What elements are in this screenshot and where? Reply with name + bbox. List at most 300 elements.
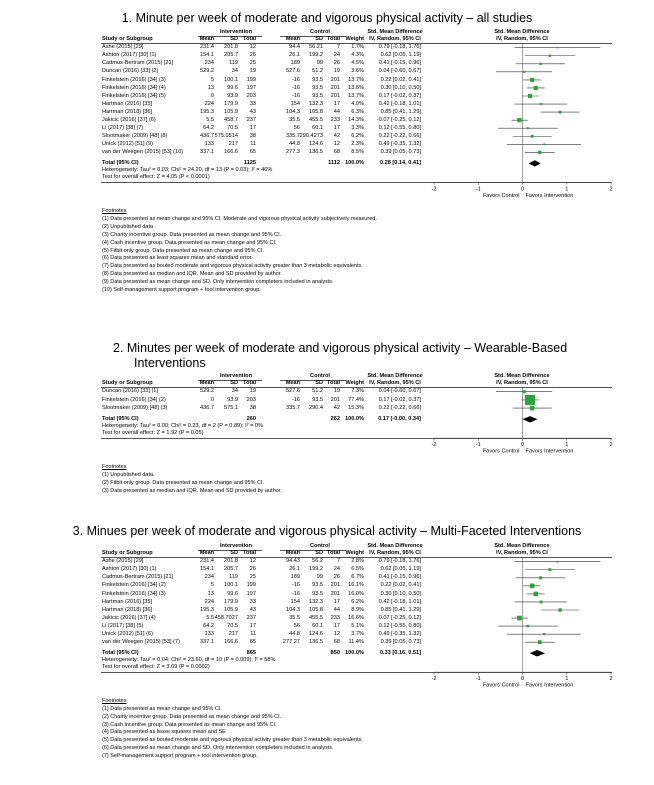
study-weight: 4.5% <box>351 60 364 67</box>
control-total: 68 <box>333 148 340 155</box>
control-total: 201 <box>330 84 340 91</box>
control-mean: 104.3 <box>286 108 300 115</box>
study-ci: 0.22 [0.02, 0.41] <box>380 76 421 83</box>
study-weight: 4.0% <box>351 100 364 107</box>
control-total: 201 <box>330 590 340 597</box>
control-sd: 136.5 <box>309 148 323 155</box>
intervention-sd: 100.1 <box>224 582 238 589</box>
forest-plot <box>424 557 621 696</box>
control-total: 44 <box>333 606 340 613</box>
study-name: Hartman (2016) [35] <box>102 598 153 605</box>
study-ci: 0.30 [0.10, 0.50] <box>380 590 421 597</box>
control-grand-total: 262 <box>330 415 340 422</box>
intervention-mean: 5.5 <box>206 116 214 123</box>
heterogeneity-stats: Heterogeneity: Tau² = 0.00; Chi² = 0.23, df = 2 (P = 0.89); I² = 0% <box>102 423 264 430</box>
plot-header: Std. Mean Difference <box>494 29 550 35</box>
intervention-total: 11 <box>250 140 256 147</box>
effect-square <box>530 583 535 588</box>
footnote: (1) Data presented as mean change and 95% CI. Moderate and vigorous physical activity subjectively measured. <box>102 215 377 222</box>
control-sd: 136.5 <box>309 638 323 645</box>
study-ci: 0.42 [-0.18, 1.01] <box>378 598 421 605</box>
control-total: 17 <box>333 124 340 131</box>
study-column-header: Study or Subgroup <box>102 549 153 556</box>
control-sd: 199.2 <box>309 52 323 59</box>
study-name: Finkelstein (2016) [34] (2) <box>102 582 166 589</box>
control-sd: 290.4 <box>309 404 323 411</box>
study-ci: 0.85 [0.41, 1.29] <box>380 108 421 115</box>
control-total: 17 <box>333 598 340 605</box>
study-name: Cadmus-Bertram (2015) [21] <box>102 60 174 67</box>
intervention-sd: 458.7027 <box>214 614 238 621</box>
effect-square <box>559 110 562 113</box>
study-ci: 0.22 [-0.22, 0.66] <box>378 404 421 411</box>
overall-effect-test: Test for overall effect: Z = 3.69 (P = 0.0002) <box>102 663 210 670</box>
control-sd: 124.6 <box>309 630 323 637</box>
study-ci: 0.41 [-0.15, 0.96] <box>378 574 421 581</box>
x-tick-label: 1 <box>565 441 569 448</box>
footnote: (3) Data presented as median and IQR, Mean and SD provided by author. <box>102 487 282 494</box>
control-mean: -16 <box>291 590 300 597</box>
control-mean: -16 <box>291 396 300 403</box>
sd-column-header: SD <box>230 549 238 556</box>
effect-square <box>527 127 529 129</box>
control-mean: 56 <box>293 124 300 131</box>
intervention-total: 197 <box>246 590 256 597</box>
study-weight: 13.7% <box>348 76 364 83</box>
study-ci: 0.17 [-0.02, 0.37] <box>378 396 421 403</box>
study-ci: 0.49 [-0.35, 1.32] <box>378 630 421 637</box>
intervention-sd: 99.6 <box>227 84 238 91</box>
intervention-mean: 234 <box>204 574 214 581</box>
intervention-sd: 201.8 <box>224 44 238 51</box>
effect-square <box>523 390 526 393</box>
control-mean: 189 <box>290 574 300 581</box>
x-tick-label: -1 <box>475 675 481 682</box>
control-mean: 527.6 <box>286 388 300 395</box>
effect-square <box>527 625 530 628</box>
study-name: Ashton (2017) [30] (1) <box>102 52 157 59</box>
intervention-mean: 5 <box>210 582 214 589</box>
study-weight: 77.4% <box>348 396 364 403</box>
footnote: (7) Data presented as bouted moderate and vigorous physical activity greater than 3 metabolic equivalents. <box>102 263 363 270</box>
intervention-mean: 154.1 <box>200 566 214 573</box>
intervention-total: 237 <box>246 116 256 123</box>
effect-square <box>548 568 551 571</box>
smd-header: Std. Mean Difference <box>367 29 423 35</box>
control-total: 19 <box>333 388 340 395</box>
intervention-total: 17 <box>249 622 256 629</box>
effect-square <box>525 395 535 405</box>
intervention-mean: 0 <box>210 92 214 99</box>
panel-title: 1. Minute per week of moderate and vigorous physical activity – all studies <box>121 11 533 25</box>
control-total: 7 <box>336 558 340 565</box>
effect-square <box>540 600 543 603</box>
intervention-total: 203 <box>246 396 256 403</box>
study-weight: 2.8% <box>351 558 364 565</box>
control-mean-column-header: Mean <box>285 549 300 556</box>
intervention-total: 25 <box>249 60 256 67</box>
intervention-sd: 119 <box>229 574 238 581</box>
control-mean: 277.3 <box>286 148 300 155</box>
study-ci: 0.62 [0.05, 1.19] <box>380 566 421 573</box>
control-total: 42 <box>333 132 340 139</box>
effect-square <box>556 561 558 563</box>
control-mean: -16 <box>291 84 300 91</box>
control-sd: 93.5 <box>312 84 323 91</box>
study-weight: 16.0% <box>348 590 364 597</box>
total-weight: 100.0% <box>345 160 364 166</box>
footnote: (6) Data presented as mean change and SD. Only intervention completers included in analysis. <box>102 745 334 752</box>
study-weight: 6.3% <box>351 108 364 115</box>
control-total: 26 <box>333 60 340 67</box>
study-name: Slootmaker (2009) [48] (8) <box>102 132 168 139</box>
control-total: 68 <box>333 638 340 645</box>
effect-square <box>538 640 542 644</box>
intervention-total: 17 <box>249 124 256 131</box>
intervention-total: 19 <box>249 388 256 395</box>
control-total: 12 <box>333 630 340 637</box>
intervention-sd: 105.9 <box>224 606 238 613</box>
control-mean-column-header: Mean <box>285 379 300 386</box>
footnotes-title <box>102 208 126 216</box>
intervention-sd: 179.9 <box>224 598 238 605</box>
x-tick-label: -1 <box>475 441 481 448</box>
total-label: Total (95% CI) <box>102 160 139 166</box>
intervention-mean: 195.3 <box>200 108 214 115</box>
control-mean: 44.8 <box>289 140 300 147</box>
total-label: Total (95% CI) <box>102 649 139 656</box>
x-tick-label: 1 <box>565 186 569 193</box>
control-total-column-header: Total <box>327 379 340 386</box>
control-mean: 26.1 <box>289 566 300 573</box>
forest-plot <box>424 387 621 462</box>
study-column-header: Study or Subgroup <box>102 379 153 386</box>
footnote: (5) Fitbit only group. Data presented as mean change and 95% CI. <box>102 247 265 254</box>
weight-column-header: Weight <box>345 379 364 386</box>
study-ci: 0.04 [-0.60, 0.67] <box>378 68 421 75</box>
control-sd: 60.1 <box>312 622 323 629</box>
control-mean: -16 <box>291 582 300 589</box>
intervention-sd: 93.9 <box>227 396 238 403</box>
study-weight: 14.3% <box>348 116 364 123</box>
control-sd: 99 <box>316 574 323 581</box>
control-total-column-header: Total <box>327 549 340 556</box>
control-sd: 93.5 <box>312 92 323 99</box>
study-ci: 0.62 [0.05, 1.19] <box>380 52 421 59</box>
study-ci: 0.04 [-0.60, 0.67] <box>378 388 421 395</box>
control-total: 233 <box>330 116 340 123</box>
panel-title: 2. Minutes per week of moderate and vigorous physical activity – Wearable-Based <box>113 341 568 355</box>
study-weight: 7.3% <box>351 388 364 395</box>
intervention-group-header: Intervention <box>219 29 252 35</box>
study-weight: 5.1% <box>351 622 364 629</box>
study-name: Finkelstein (2016) [34] (3) <box>102 590 166 597</box>
favors-control-label: Favors Control <box>482 448 520 455</box>
study-weight: 11.4% <box>348 638 364 645</box>
control-mean: 44.8 <box>289 630 300 637</box>
study-ci: 0.42 [-0.18, 1.01] <box>378 100 421 107</box>
intervention-grand-total: 865 <box>246 649 256 656</box>
footnote: (7) Self-management support program + tool intervention group. <box>102 753 258 760</box>
control-mean: 277.27 <box>282 638 300 645</box>
footnote: (2) Charity incentive group. Data presented as mean change and 95% CI. <box>102 713 282 720</box>
favors-intervention-label: Favors Intervention <box>525 682 574 689</box>
footnote: (8) Data presented as median and IQR, Mean and SD provided by author. <box>102 271 282 278</box>
intervention-total: 26 <box>249 52 256 59</box>
control-sd: 93.5 <box>312 396 323 403</box>
control-total: 44 <box>333 108 340 115</box>
effect-square <box>517 118 521 122</box>
intervention-sd: 201.8 <box>224 558 238 565</box>
study-ci: 0.17 [-0.02, 0.37] <box>378 92 421 99</box>
intervention-total: 203 <box>246 92 256 99</box>
control-mean: 94.4 <box>289 44 300 51</box>
intervention-mean: 234 <box>204 60 214 67</box>
intervention-sd: 100.1 <box>224 76 238 83</box>
control-total: 19 <box>333 68 340 75</box>
sd-column-header: SD <box>230 379 238 386</box>
study-weight: 2.3% <box>351 140 364 147</box>
intervention-sd: 205.7 <box>224 52 238 59</box>
control-mean: 527.6 <box>286 68 300 75</box>
overall-effect-test: Test for overall effect: Z = 4.05 (P < 0.0001) <box>102 174 210 180</box>
intervention-mean: 224 <box>204 100 214 107</box>
control-group-header: Control <box>310 29 330 35</box>
intervention-grand-total: 260 <box>246 415 256 422</box>
pooled-ci: 0.17 [-0.00, 0.34] <box>378 415 421 422</box>
control-group-header: Control <box>310 543 330 549</box>
x-tick-label: -2 <box>431 675 437 682</box>
control-total: 201 <box>330 582 340 589</box>
intervention-sd: 34 <box>231 388 238 395</box>
control-total: 201 <box>330 396 340 403</box>
study-weight: 6.5% <box>351 566 364 573</box>
x-tick-label: -2 <box>431 186 437 193</box>
control-mean: 104.3 <box>286 606 300 613</box>
control-sd: 93.5 <box>312 590 323 597</box>
footnotes-heading: Footnotes <box>102 697 127 704</box>
intervention-sd: 70.5 <box>227 622 238 629</box>
study-ci: 0.79 [-0.18, 1.76] <box>378 558 421 565</box>
intervention-sd: 166.6 <box>224 148 238 155</box>
study-name: Li (2017) [38] (5) <box>102 622 144 629</box>
intervention-total: 12 <box>249 558 256 565</box>
study-name: Duncan (2016) [33] (2) <box>102 68 159 75</box>
control-sd: 93.5 <box>312 76 323 83</box>
control-sd-column-header: SD <box>315 549 323 556</box>
intervention-sd: 217 <box>228 630 238 637</box>
intervention-mean: 0 <box>210 396 214 403</box>
smd-header: Std. Mean Difference <box>367 373 423 379</box>
intervention-mean: 529.2 <box>200 68 214 75</box>
footnote: (4) Data presented as lease squares mean and SE <box>102 729 226 736</box>
control-mean: 154 <box>290 100 300 107</box>
favors-control-label: Favors Control <box>482 682 520 689</box>
control-total: 24 <box>333 52 340 59</box>
smd-method-header: IV, Random, 95% CI <box>369 35 421 42</box>
study-name: Unick (2012) [51] (9) <box>102 140 153 147</box>
intervention-mean: 133 <box>204 140 214 147</box>
control-total: 26 <box>333 574 340 581</box>
footnotes-title <box>102 464 126 472</box>
control-grand-total: 1112 <box>328 160 340 166</box>
control-mean-column-header: Mean <box>285 35 300 42</box>
intervention-total: 26 <box>249 566 256 573</box>
study-ci: 0.49 [-0.35, 1.32] <box>378 140 421 147</box>
control-sd: 105.8 <box>309 606 323 613</box>
intervention-mean: 337.1 <box>200 148 214 155</box>
control-group-header: Control <box>310 373 330 379</box>
effect-square <box>517 616 522 621</box>
footnote: (1) Unpublished data. <box>102 471 155 478</box>
mean-column-header: Mean <box>199 379 214 386</box>
control-sd-column-header: SD <box>315 379 323 386</box>
intervention-mean: 64.2 <box>203 124 214 131</box>
study-weight: 16.1% <box>348 582 364 589</box>
intervention-sd: 34 <box>231 68 238 75</box>
control-mean: 56 <box>293 622 300 629</box>
weight-column-header: Weight <box>345 35 364 42</box>
heterogeneity-stats: Heterogeneity: Tau² = 0.04; Chi² = 23.60, df = 10 (P = 0.009); I² = 58% <box>102 657 276 664</box>
favors-intervention-label: Favors Intervention <box>525 192 574 199</box>
study-weight: 8.5% <box>351 148 364 155</box>
smd-header: Std. Mean Difference <box>367 543 423 549</box>
favors-intervention-label: Favors Intervention <box>525 448 574 455</box>
study-ci: 0.12 [-0.55, 0.80] <box>378 622 421 629</box>
x-tick-label: -1 <box>475 186 481 193</box>
intervention-mean: 224 <box>204 598 214 605</box>
study-name: van der Weegen (2015) [53] (10) <box>102 148 184 155</box>
intervention-sd: 458.7 <box>224 116 238 123</box>
study-name: Hartman (2018) [36] <box>102 108 153 115</box>
study-ci: 0.41 [-0.15, 0.96] <box>378 60 421 67</box>
intervention-mean: 5 <box>210 76 214 83</box>
intervention-total: 33 <box>249 598 256 605</box>
study-name: Slootmaker (2009) [48] (3) <box>102 404 168 411</box>
study-name: Finkelstein (2016) [34] (4) <box>102 84 166 91</box>
intervention-sd: 70.5 <box>227 124 238 131</box>
effect-square <box>558 608 561 611</box>
plot-header: Std. Mean Difference <box>494 373 550 379</box>
intervention-sd: 93.9 <box>227 92 238 99</box>
plot-method-header: IV, Random, 95% CI <box>496 379 548 386</box>
intervention-mean: 154.1 <box>200 52 214 59</box>
total-label: Total (95% CI) <box>102 415 139 422</box>
intervention-total: 25 <box>249 574 256 581</box>
study-ci: 0.22 [0.02, 0.41] <box>380 582 421 589</box>
overall-effect-test: Test for overall effect: Z = 1.92 (P = 0.05) <box>102 429 204 436</box>
intervention-sd: 179.9 <box>224 100 238 107</box>
intervention-sd: 99.6 <box>227 590 238 597</box>
control-sd-column-header: SD <box>315 35 323 42</box>
study-name: Li (2017) [38] (7) <box>102 124 144 131</box>
footnote: (10) Self-management support program + tool intervention group. <box>102 287 261 293</box>
study-ci: 0.12 [-0.55, 0.80] <box>378 124 421 131</box>
study-ci: 0.79 [-0.18, 1.76] <box>378 44 421 51</box>
intervention-mean: 436.7 <box>200 404 214 411</box>
control-total: 7 <box>336 44 340 51</box>
intervention-total: 65 <box>249 148 256 155</box>
control-mean: 189 <box>290 60 300 67</box>
footnote: (6) Data presented as least squares mean and standard error. <box>102 255 253 262</box>
x-tick-label: -2 <box>431 441 437 448</box>
study-name: Jakicic (2016) [37] (4) <box>102 614 156 621</box>
control-mean: -16 <box>291 76 300 83</box>
intervention-total: 65 <box>249 638 256 645</box>
control-mean: 335.7 <box>286 132 300 139</box>
study-weight: 3.7% <box>351 630 364 637</box>
study-name: Cadmus-Bertram (2015) [21] <box>102 574 174 581</box>
x-tick-label: 2 <box>609 441 613 448</box>
effect-square <box>543 633 545 635</box>
study-weight: 13.7% <box>348 92 364 99</box>
study-weight: 13.6% <box>348 84 364 91</box>
effect-square <box>549 54 551 56</box>
control-total: 201 <box>330 92 340 99</box>
intervention-group-header: Intervention <box>219 373 252 379</box>
control-mean: 26.1 <box>289 52 300 59</box>
x-tick-label: 0 <box>520 675 525 682</box>
intervention-sd: 105.9 <box>224 108 238 115</box>
x-tick-label: 1 <box>565 675 569 682</box>
control-sd: 455.5 <box>309 116 323 123</box>
study-weight: 1.7% <box>351 44 364 51</box>
study-name: Finkelstein (2016) [34] (3) <box>102 76 166 83</box>
study-ci: 0.39 [0.05, 0.73] <box>380 148 421 155</box>
plot-method-header: IV, Random, 95% CI <box>496 549 548 556</box>
intervention-total: 33 <box>249 100 256 107</box>
intervention-total: 38 <box>249 132 256 139</box>
footnote: (3) Cash incentive group. Data presented as mean change and 95% CI. <box>102 721 277 728</box>
study-name: Ashe (2015) [29] <box>102 44 144 51</box>
study-weight: 15.3% <box>348 404 364 411</box>
control-mean: 35.5 <box>289 614 300 621</box>
footnote: (5) Data presented as bouted moderate and vigorous physical activity greater than 3 metabolic equivalents. <box>102 737 363 744</box>
control-total: 42 <box>333 404 340 411</box>
control-total: 17 <box>333 622 340 629</box>
study-name: Hartman (2016) [35] <box>102 100 153 107</box>
effect-square <box>533 591 538 596</box>
weight-column-header: Weight <box>345 549 364 556</box>
x-tick-label: 2 <box>609 675 613 682</box>
study-ci: 0.30 [0.10, 0.50] <box>380 84 421 91</box>
total-column-header: Total <box>243 549 256 556</box>
study-ci: -0.07 [-0.25, 0.12] <box>376 116 421 123</box>
control-grand-total: 850 <box>330 649 340 656</box>
plot-header: Std. Mean Difference <box>494 543 550 549</box>
favors-control-label: Favors Control <box>482 192 520 199</box>
control-sd: 199.2 <box>309 566 323 573</box>
total-column-header: Total <box>243 35 256 42</box>
total-weight: 100.0% <box>345 649 364 656</box>
control-mean: 154 <box>290 598 300 605</box>
control-total: 24 <box>333 566 340 573</box>
smd-method-header: IV, Random, 95% CI <box>369 549 421 556</box>
intervention-mean: 231.4 <box>200 44 214 51</box>
control-total: 17 <box>333 100 340 107</box>
study-weight: 16.6% <box>348 614 364 621</box>
effect-square <box>523 71 525 73</box>
mean-column-header: Mean <box>199 549 214 556</box>
footnote: (2) Fitbit only group. Data presented as mean change and 95% CI. <box>102 479 265 486</box>
control-total: 233 <box>330 614 340 621</box>
plot-method-header: IV, Random, 95% CI <box>496 35 548 42</box>
study-name: Hartman (2018) [36] <box>102 606 153 613</box>
footnotes-heading: Footnotes <box>102 208 127 214</box>
pooled-ci: 0.28 [0.14, 0.41] <box>379 160 421 166</box>
control-sd: 132.3 <box>309 598 323 605</box>
control-mean: 335.7 <box>286 404 300 411</box>
